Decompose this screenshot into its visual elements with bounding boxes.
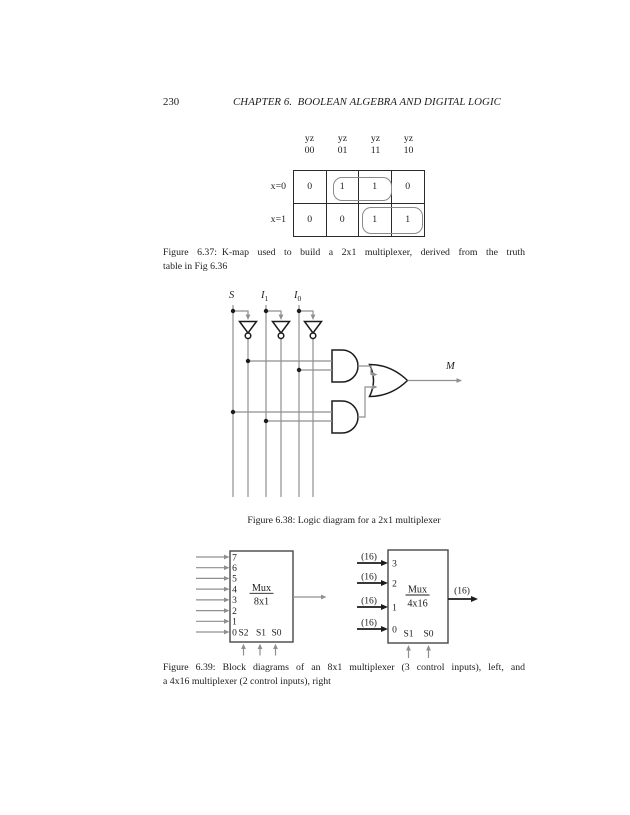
arrowhead-down-icon	[246, 315, 251, 321]
junction-dot	[264, 419, 268, 423]
mux8-title: Mux	[251, 582, 272, 594]
arrowhead-right-icon	[224, 598, 230, 603]
kmap-group-row0	[333, 177, 392, 201]
arrowhead-right-icon	[457, 378, 463, 383]
caption-line: table in Fig 6.36	[163, 260, 228, 272]
arrowhead-up-icon	[426, 645, 431, 651]
kmap-cell-r0c0: 0	[294, 171, 327, 204]
label-base: I	[261, 290, 265, 301]
kmap-col-header-01	[326, 133, 359, 156]
kmap-cell-r1c2: 1	[359, 204, 392, 237]
mux416-bus-label: (16)	[361, 572, 377, 583]
kmap-group-row1	[362, 207, 423, 234]
mux416-size: 4x16	[407, 598, 428, 610]
caption-line: Figure 6.37: K-map used to build a 2x1 multiplexer, derived from the truth	[163, 247, 525, 258]
kmap-col-value: 01	[337, 144, 348, 156]
page-number: 230	[163, 96, 180, 108]
mux8-size: 8x1	[253, 596, 270, 608]
mux8-input-label: 1	[232, 617, 237, 628]
figure-6-39-caption	[163, 661, 525, 689]
mux416-input-label: 2	[392, 579, 397, 590]
kmap-row-label-x1: x=1	[270, 214, 286, 225]
wire-and2-to-or	[358, 387, 373, 417]
arrowhead-right-icon	[381, 604, 388, 610]
kmap-cell-r0c1: 1	[327, 171, 360, 204]
arrowhead-right-icon	[381, 560, 388, 566]
arrowhead-down-icon	[311, 315, 316, 321]
running-head: CHAPTER 6. BOOLEAN ALGEBRA AND DIGITAL LOGIC	[233, 96, 501, 108]
not-bubble-icon	[310, 333, 316, 339]
and-gate-bottom	[332, 401, 358, 433]
junction-dot	[297, 309, 301, 313]
arrowhead-right-icon	[224, 587, 230, 592]
junction-dot	[231, 309, 235, 313]
kmap-cell-r1c3: 1	[405, 214, 411, 226]
label-base: I	[294, 290, 298, 301]
figure-6-37-caption	[163, 246, 525, 274]
kmap-col-header-10	[392, 133, 425, 156]
kmap-col-value: 00	[304, 144, 315, 156]
wire-s-to-inverter	[233, 311, 248, 315]
arrowhead-right-icon	[471, 596, 478, 602]
mux416-control-label: S1	[403, 629, 414, 640]
arrowhead-up-icon	[241, 644, 246, 649]
junction-dot	[264, 309, 268, 313]
not-gate-i0	[305, 322, 322, 334]
kmap-col-header-00	[293, 133, 326, 156]
mux8-input-label: 2	[232, 606, 237, 617]
kmap-col-var: yz	[370, 133, 381, 144]
arrowhead-up-icon	[273, 644, 278, 649]
kmap-col-var: yz	[403, 133, 414, 144]
mux416-input-label: 0	[392, 625, 397, 636]
kmap-col-header-11	[359, 133, 392, 156]
mux416-input-label: 3	[392, 559, 397, 570]
kmap-col-var: yz	[304, 133, 315, 144]
junction-dot	[246, 359, 250, 363]
label-base: S	[229, 290, 235, 301]
arrowhead-up-icon	[258, 644, 263, 649]
logic-diagram-svg	[210, 286, 465, 500]
kmap-cell-r1c1: 0	[327, 204, 360, 237]
caption-line: Figure 6.39: Block diagrams of an 8x1 multiplexer (3 control inputs), left, and	[163, 662, 525, 673]
label-sub: 0	[297, 294, 302, 304]
block-diagrams-svg	[190, 545, 490, 663]
arrowhead-right-icon	[224, 576, 230, 581]
arrowhead-right-icon	[321, 595, 327, 600]
mux8-input-label: 7	[232, 553, 237, 564]
kmap-cell-r0c3: 0	[392, 171, 425, 204]
mux416-box	[388, 550, 448, 643]
mux8-input-label: 5	[232, 574, 237, 585]
kmap-col-value: 11	[370, 144, 381, 156]
junction-dot	[231, 410, 235, 414]
mux416-bus-label: (16)	[361, 552, 377, 563]
kmap-cell-r1c0: 0	[294, 204, 327, 237]
arrowhead-right-icon	[224, 608, 230, 613]
mux416-output-bus-label: (16)	[454, 586, 470, 597]
arrowhead-right-icon	[381, 626, 388, 632]
label-sub: 1	[264, 294, 269, 304]
arrowhead-right-icon	[224, 630, 230, 635]
and-gate-top	[332, 350, 358, 382]
mux416-input-label: 1	[392, 603, 397, 614]
mux8-input-label: 6	[232, 564, 237, 574]
mux416-title: Mux	[407, 584, 428, 596]
mux8-control-label: S0	[271, 628, 282, 639]
arrowhead-up-icon	[406, 645, 411, 651]
junction-dot	[297, 368, 301, 372]
not-gate-s	[240, 322, 257, 334]
arrowhead-right-icon	[224, 565, 230, 570]
arrowhead-right-icon	[381, 580, 388, 586]
label-base: M	[446, 361, 455, 372]
not-bubble-icon	[278, 333, 284, 339]
mux8-input-label: 0	[232, 628, 237, 639]
kmap-col-var: yz	[337, 133, 348, 144]
arrowhead-right-icon	[224, 619, 230, 624]
kmap-cell-r0c2: 1	[359, 171, 392, 204]
wire-i1-to-inverter	[266, 311, 281, 315]
figure-6-38-caption: Figure 6.38: Logic diagram for a 2x1 multiplexer	[247, 515, 441, 526]
kmap-row-label-x0: x=0	[270, 180, 286, 192]
mux8-input-label: 4	[232, 585, 237, 596]
kmap-col-value: 10	[403, 144, 414, 156]
not-gate-i1	[273, 322, 290, 334]
mux8-input-label: 3	[232, 596, 237, 607]
arrowhead-down-icon	[279, 315, 284, 321]
mux8-control-label: S2	[238, 628, 249, 639]
mux416-bus-label: (16)	[361, 618, 377, 629]
or-gate	[370, 365, 408, 397]
mux8-control-label: S1	[255, 628, 267, 639]
arrowhead-right-icon	[224, 555, 230, 560]
not-bubble-icon	[245, 333, 251, 339]
mux416-control-label: S0	[423, 629, 434, 640]
caption-line: a 4x16 multiplexer (2 control inputs), right	[163, 675, 331, 687]
mux416-bus-label: (16)	[361, 596, 377, 607]
